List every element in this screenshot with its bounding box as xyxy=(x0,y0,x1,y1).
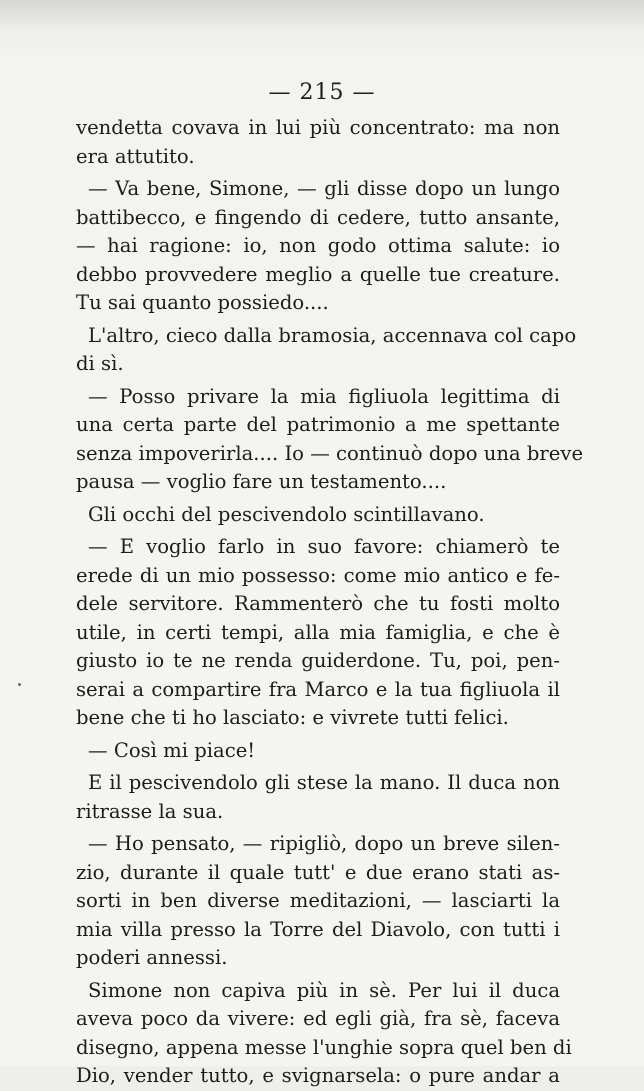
paragraph xyxy=(76,175,560,318)
text-line: zio, durante il quale tutt' e due erano stati as- xyxy=(76,860,560,884)
paragraph xyxy=(76,830,560,973)
text-line: aveva poco da vivere: ed egli già, fra sè, faceva xyxy=(76,1007,560,1030)
text-line: senza impoverirla.... Io — continuò dopo una breve xyxy=(76,441,584,465)
page-number: — 215 — xyxy=(268,80,376,105)
text-line: ritrasse la sua. xyxy=(76,799,224,823)
text-line: Simone non capiva più in sè. Per lui il duca xyxy=(88,978,560,1002)
text-line: — Posso privare la mia figliuola legittima di xyxy=(88,384,560,408)
text-line: erede di un mio possesso: come mio antico e fe- xyxy=(76,563,560,587)
text-line: — Così mi piace! xyxy=(88,738,256,762)
body-text xyxy=(76,114,584,1091)
text-line: pausa — voglio fare un testamento.... xyxy=(76,470,447,493)
text-line: Gli occhi del pescivendolo scintillavano. xyxy=(88,502,485,526)
paragraph xyxy=(76,533,560,733)
paragraph xyxy=(76,322,577,379)
text-line: bene che ti ho lasciato: e vivrete tutti felici. xyxy=(76,706,509,729)
text-line: battibecco, e fingendo di cedere, tutto ansante, xyxy=(76,205,560,229)
paragraph xyxy=(76,769,560,826)
text-line: poderi annessi. xyxy=(76,946,228,969)
text-line: giusto io te ne renda guiderdone. Tu, poi, pen- xyxy=(76,649,560,672)
paragraph xyxy=(76,501,560,530)
text-line: — Ho pensato, — ripigliò, dopo un breve silen- xyxy=(88,832,560,855)
text-line: mia villa presso la Torre del Diavolo, con tutti i xyxy=(76,917,560,941)
paragraph xyxy=(76,737,560,766)
text-line: disegno, appena messe l'unghie sopra quel ben di xyxy=(76,1035,572,1059)
text-line: serai a compartire fra Marco e la tua figliuola il xyxy=(76,677,560,701)
paragraph xyxy=(76,977,572,1091)
text-line: utile, in certi tempi, alla mia famiglia, e che è xyxy=(76,620,560,644)
text-line: dele servitore. Rammenterò che tu fosti molto xyxy=(76,592,560,615)
text-line: sorti in ben diverse meditazioni, — lasciarti la xyxy=(76,889,560,912)
paragraph xyxy=(76,114,560,171)
text-line: Dio, vender tutto, e svignarsela: o pure andar a xyxy=(76,1064,560,1087)
text-line: L'altro, cieco dalla bramosia, accennava col capo xyxy=(88,323,577,347)
text-line: E il pescivendolo gli stese la mano. Il duca non xyxy=(88,771,560,794)
text-line: di sì. xyxy=(76,352,124,375)
text-line: debbo provvedere meglio a quelle tue creature. xyxy=(76,262,560,286)
margin-mark xyxy=(18,683,21,686)
text-line: una certa parte del patrimonio a me spettante xyxy=(76,413,560,436)
text-line: — Va bene, Simone, — gli disse dopo un lungo xyxy=(88,177,560,200)
text-line: — E voglio farlo in suo favore: chiamerò te xyxy=(88,535,560,558)
page-top-shadow xyxy=(0,0,644,30)
text-line: Tu sai quanto possiedo.... xyxy=(76,291,329,314)
text-line: — hai ragione: io, non godo ottima salute: io xyxy=(76,234,560,257)
paragraph xyxy=(76,383,584,497)
text-line: vendetta covava in lui più concentrato: ma non xyxy=(76,116,560,139)
text-line: era attutito. xyxy=(76,144,195,168)
